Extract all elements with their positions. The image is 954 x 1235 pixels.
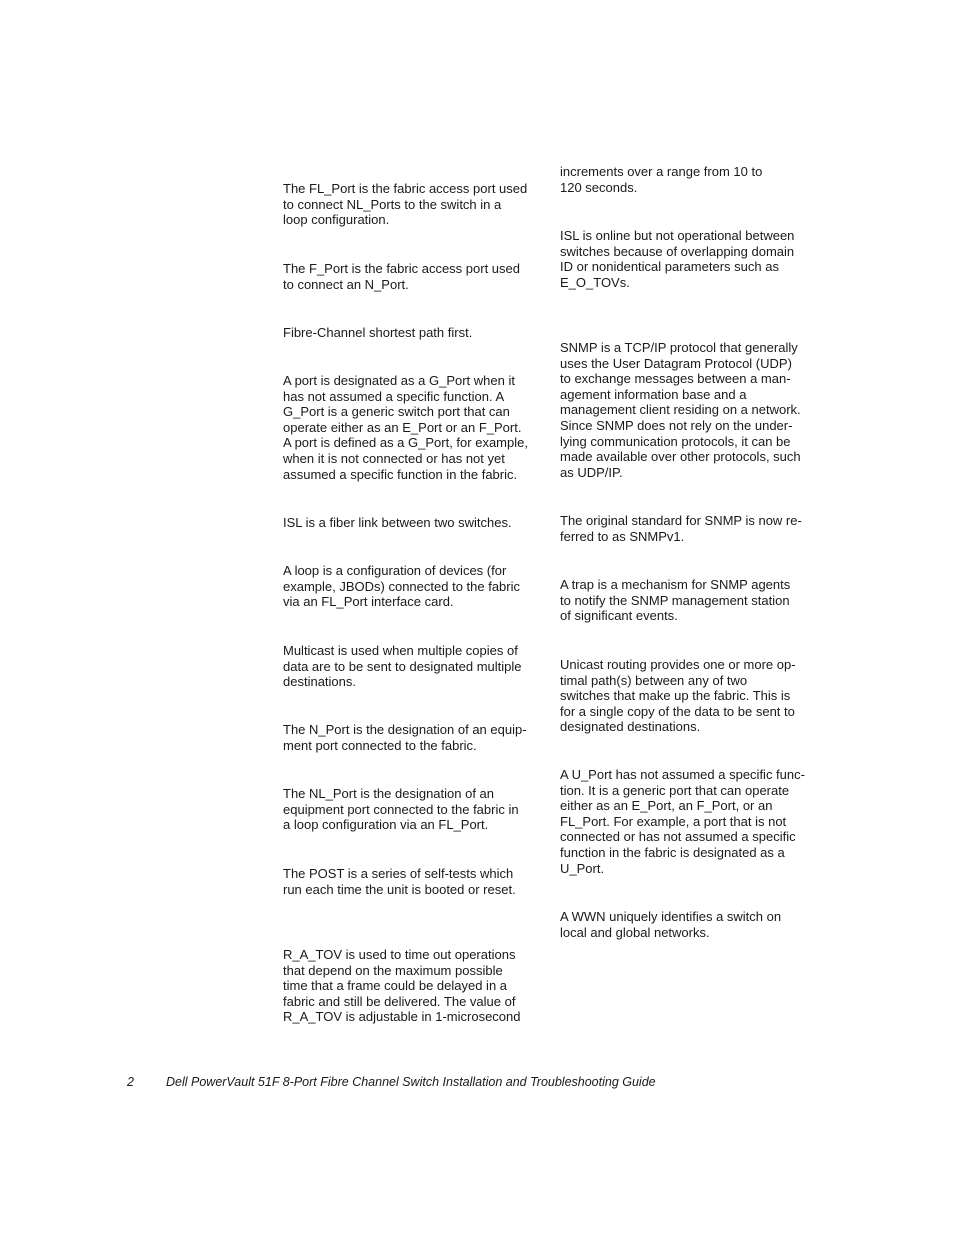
footer-title: Dell PowerVault 51F 8-Port Fibre Channel Switch Installation and Troubleshooting Guide	[166, 1075, 656, 1089]
definition-r-a-tov-continued: increments over a range from 10 to 120 seconds.	[560, 164, 763, 195]
definition-trap: A trap is a mechanism for SNMP agents to notify the SNMP management station of significant events.	[560, 577, 791, 624]
definition-snmpv1: The original standard for SNMP is now re- ferred to as SNMPv1.	[560, 513, 802, 544]
definition-f-port: The F_Port is the fabric access port used to connect an N_Port.	[283, 261, 520, 292]
definition-isl: ISL is a fiber link between two switches.	[283, 515, 512, 530]
definition-unicast: Unicast routing provides one or more op- timal path(s) between any of two switches that make up the fabric. This is for a single copy of the data to be sent to designated destinations.	[560, 657, 796, 735]
definition-fspf: Fibre-Channel shortest path first.	[283, 325, 473, 340]
definition-post: The POST is a series of self-tests which run each time the unit is booted or reset.	[283, 866, 516, 897]
definition-fl-port: The FL_Port is the fabric access port used to connect NL_Ports to the switch in a loop configuration.	[283, 181, 528, 228]
definition-r-a-tov: R_A_TOV is used to time out operations that depend on the maximum possible time that a frame could be delayed in a fabric and still be delivered. The value of R_A_TOV is adjustable in 1-microsecond	[283, 947, 521, 1025]
definition-nl-port: The NL_Port is the designation of an equipment port connected to the fabric in a loop configuration via an FL_Port.	[283, 786, 519, 833]
definition-wwn: A WWN uniquely identifies a switch on local and global networks.	[560, 909, 782, 940]
definition-g-port: A port is designated as a G_Port when it has not assumed a specific function. A G_Port is a generic switch port that can operate either as an E_Port or an F_Port. A port is defined as a G_Port, for example, when it is not connected or has not yet assumed a specific function in the fabric.	[283, 373, 528, 482]
definition-snmp: SNMP is a TCP/IP protocol that generally uses the User Datagram Protocol (UDP) to exchange messages between a man- agement information base and a management client residing on a network. Since SNMP does not rely on the under- lying communication protocols, it can be made available over other protocols, such as UDP/IP.	[560, 340, 801, 480]
definition-u-port: A U_Port has not assumed a specific func- tion. It is a generic port that can operate either as an E_Port, an F_Port, or an FL_Port. For example, a port that is not connected or has not assumed a specific function in the fabric is designated as a U_Port.	[560, 767, 805, 876]
definition-segmented-isl: ISL is online but not operational between switches because of overlapping domain ID or nonidentical parameters such as E_O_TOVs.	[560, 228, 795, 290]
definition-multicast: Multicast is used when multiple copies of data are to be sent to designated multiple destinations.	[283, 643, 522, 690]
definition-loop: A loop is a configuration of devices (for example, JBODs) connected to the fabric via an FL_Port interface card.	[283, 563, 521, 610]
definition-n-port: The N_Port is the designation of an equip- ment port connected to the fabric.	[283, 722, 527, 753]
page-number: 2	[127, 1075, 134, 1089]
